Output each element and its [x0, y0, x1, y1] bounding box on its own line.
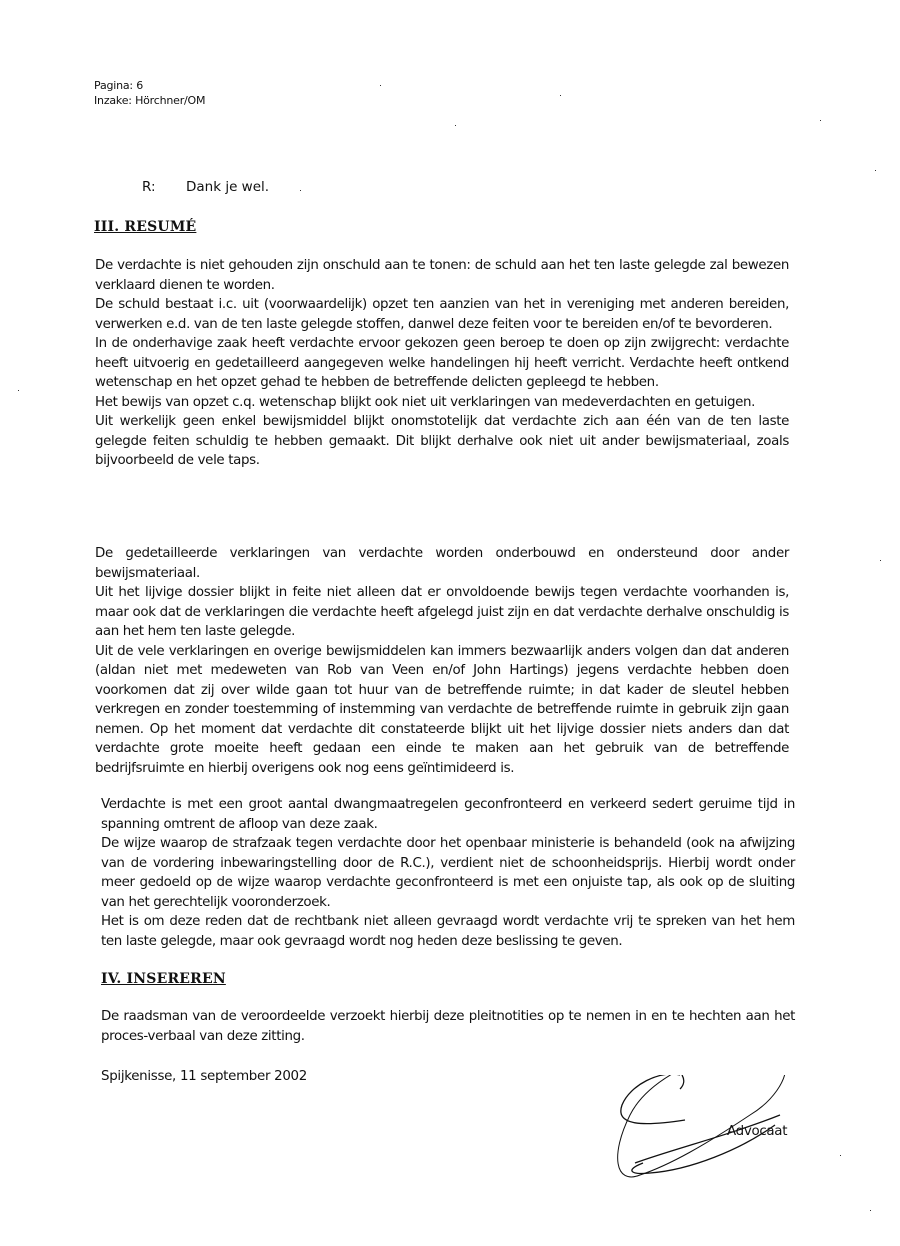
- case-subject: Inzake: Hörchner/OM: [94, 94, 206, 107]
- page-header: [94, 78, 205, 108]
- resume-block-1: [95, 256, 789, 471]
- paragraph: Verdachte is met een groot aantal dwangmaatregelen geconfronteerd en verkeerd sedert geruime tijd in spanning omtrent de afloop van deze zaak.: [101, 797, 795, 832]
- place-and-date: Spijkenisse, 11 september 2002: [101, 1069, 307, 1084]
- dialogue-text: Dank je wel.: [186, 179, 270, 195]
- paragraph: De gedetailleerde verklaringen van verdachte worden onderbouwd en ondersteund door ander bewijsmateriaal.: [95, 546, 789, 581]
- page-number: Pagina: 6: [94, 79, 144, 92]
- paragraph: In de onderhavige zaak heeft verdachte ervoor gekozen geen beroep te doen op zijn zwijgrecht: verdachte heeft uitvoerig en gedetailleerd aangegeven welke handelingen hij heeft verricht. Verdachte heeft ontkend wetenschap en het opzet gehad te hebben de betreffende delicten gepleegd te hebben.: [95, 336, 789, 390]
- paragraph: De wijze waarop de strafzaak tegen verdachte door het openbaar ministerie is behandeld (ook na afwijzing van de vordering inbewaringstelling door de R.C.), verdient niet de schoonheidsprijs. Hierbij wordt onder meer gedoeld op de wijze waarop verdachte geconfronteerd is met een onjuiste tap, als ook op de sluiting van het gerechtelijk vooronderzoek.: [101, 836, 795, 910]
- scan-speck: [18, 390, 19, 391]
- section-heading-resume: III. RESUMÉ: [94, 219, 197, 235]
- scan-speck: [840, 1155, 841, 1156]
- paragraph: De schuld bestaat i.c. uit (voorwaardelijk) opzet ten aanzien van het in vereniging met anderen bereiden, verwerken e.d. van de ten laste gelegde stoffen, danwel deze feiten voor te bereiden en/of te bevorderen.: [95, 297, 789, 332]
- paragraph: Uit de vele verklaringen en overige bewijsmiddelen kan immers bezwaarlijk anders volgen dan dat anderen (aldan niet met medeweten van Rob van Veen en/of John Hartings) jegens verdachte hebben doen voorkomen dat zij over wilde gaan tot huur van de betreffende ruimte; in dat kader de sleutel hebben verkregen en zonder toestemming of instemming van verdachte de betreffende ruimte in gebruik zijn gaan nemen. Op het moment dat verdachte dit constateerde blijkt uit het lijvige dossier niets anders dan dat verdachte grote moeite heeft gedaan een einde te maken aan het gebruik van de betreffende bedrijfsruimte en hierbij overigens ook nog eens geïntimideerd is.: [95, 643, 789, 776]
- scan-speck: [455, 125, 456, 126]
- scan-speck: [870, 1210, 871, 1211]
- paragraph: Het is om deze reden dat de rechtbank niet alleen gevraagd wordt verdachte vrij te spreken van het hem ten laste gelegde, maar ook gevraagd wordt nog heden deze beslissing te geven.: [101, 914, 795, 949]
- paragraph: De raadsman van de veroordeelde verzoekt hierbij deze pleitnotities op te nemen in en te hechten aan het proces-verbaal van deze zitting.: [101, 1009, 795, 1044]
- dialogue-line: [142, 179, 269, 195]
- resume-block-2: [95, 544, 789, 778]
- scan-speck: [380, 85, 381, 86]
- paragraph: De verdachte is niet gehouden zijn onschuld aan te tonen: de schuld aan het ten laste gelegde zal bewezen verklaard dienen te worden.: [95, 258, 789, 293]
- paragraph: Uit het lijvige dossier blijkt in feite niet alleen dat er onvoldoende bewijs tegen verdachte voorhanden is, maar ook dat de verklaringen die verdachte heeft afgelegd juist zijn en dat verdachte derhalve onschuldig is aan het hem ten laste gelegde.: [95, 585, 789, 639]
- resume-block-3: [101, 795, 795, 951]
- scan-speck: [300, 190, 301, 191]
- scan-speck: [820, 120, 821, 121]
- signature-label: Advocaat: [727, 1124, 788, 1139]
- paragraph: Uit werkelijk geen enkel bewijsmiddel blijkt onomstotelijk dat verdachte zich aan één van de ten laste gelegde feiten schuldig te hebben gemaakt. Dit blijkt derhalve ook niet uit ander bewijsmateriaal, zoals bijvoorbeeld de vele taps.: [95, 414, 789, 468]
- speaker-label: R:: [142, 179, 156, 195]
- scan-speck: [875, 170, 876, 171]
- scan-speck: [560, 95, 561, 96]
- scan-speck: [880, 560, 881, 561]
- section-heading-insereren: IV. INSEREREN: [101, 971, 226, 987]
- insereren-block: [101, 1007, 795, 1046]
- paragraph: Het bewijs van opzet c.q. wetenschap blijkt ook niet uit verklaringen van medeverdachten en getuigen.: [95, 394, 756, 410]
